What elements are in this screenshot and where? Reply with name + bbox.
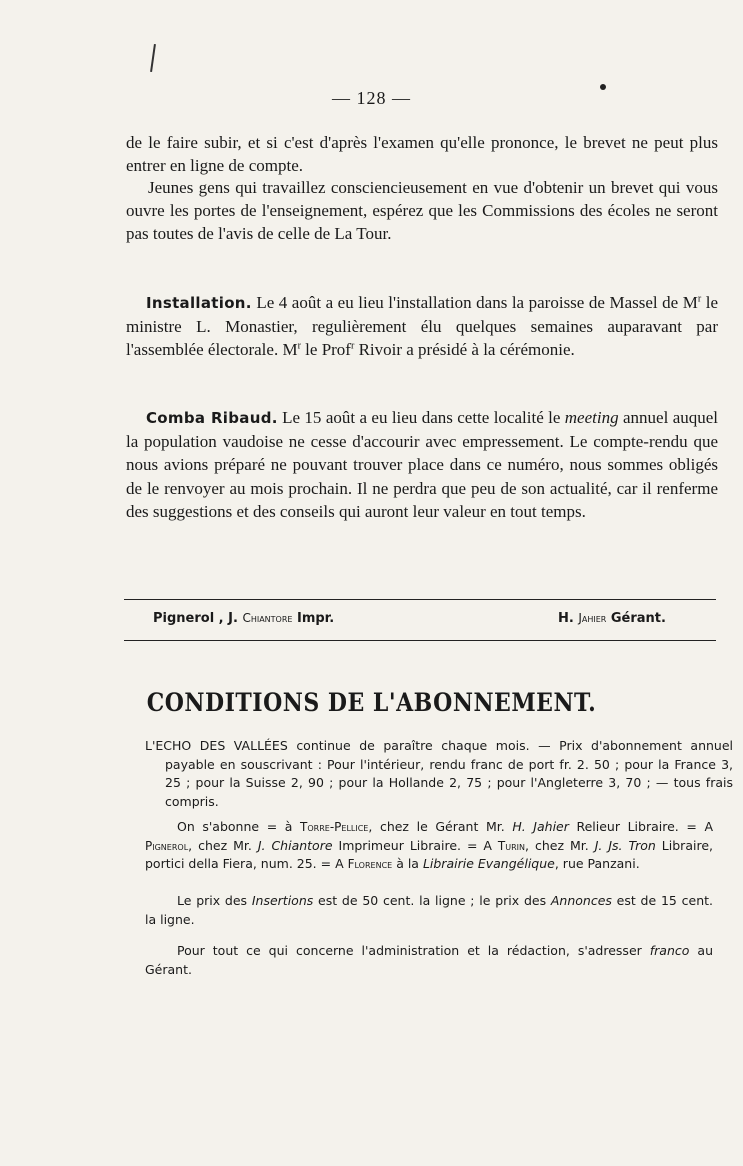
person-name: J. Js. Tron xyxy=(594,837,656,853)
term: Insertions xyxy=(251,893,314,908)
ink-dot xyxy=(600,84,606,90)
manager-imprint xyxy=(558,611,666,626)
conditions-title: CONDITIONS DE L'ABONNEMENT. xyxy=(146,688,597,718)
text: Relieur Libraire. = A xyxy=(568,819,713,834)
place-name: Torre-Pellice xyxy=(300,820,369,834)
text: Imprimeur Libraire. = A xyxy=(332,837,498,853)
comba-text: annuel auquel la population vaudoise ne cesse d'accourir avec empressement. Le compte-rendu que nous avions préparé ne pouvant trouver place dans ce numéro, nous sommes obligés de le renvoyer au mois prochain. Il ne perdra que peu de son actualité, car il renferme des suggestions et des conseils qui auront leur valeur en tout temps. xyxy=(126,408,719,521)
ink-mark xyxy=(150,44,156,72)
comba-heading: Comba Ribaud. xyxy=(146,409,278,427)
person-name: J. Chiantore xyxy=(257,837,333,853)
text: Libraire, portici della Fiera, num. 25. = A xyxy=(145,837,713,871)
paragraph-jeunes-gens: Jeunes gens qui travaillez consciencieusement en vue d'obtenir un brevet qui vous ouvre les portes de l'enseignement, espérez que les Commissions des écoles ne seront pas toutes de l'avis de celle de La Tour. xyxy=(126,178,718,244)
manager-title: Gérant. xyxy=(606,611,666,626)
text: au Gérant. xyxy=(145,943,713,977)
text: est de 50 cent. la ligne ; le prix des xyxy=(313,893,551,908)
paragraph-comba-ribaud xyxy=(126,406,718,523)
text: Pour tout ce qui concerne l'administration et la rédaction, s'adresser xyxy=(177,943,650,958)
page-number: — 128 — xyxy=(332,88,411,108)
installation-text: le Prof xyxy=(300,340,351,360)
place-name: Florence xyxy=(347,857,393,871)
installation-text: Le 4 août a eu lieu l'installation dans la paroisse de Massel de M xyxy=(251,293,698,312)
divider xyxy=(124,640,716,641)
sup: r xyxy=(297,340,301,352)
manager-name: Jahier xyxy=(578,611,607,625)
imprint-printer: Chiantore xyxy=(242,611,293,625)
meeting-word: meeting xyxy=(564,408,619,427)
text: à la xyxy=(392,856,423,871)
installation-heading: Installation. xyxy=(146,294,252,312)
term: Annonces xyxy=(550,893,612,908)
printer-imprint xyxy=(153,611,334,626)
installation-text: le ministre L. Monastier, regulièrement élu quelques semaines auparavant par l'assemblée électorale. M xyxy=(126,293,718,360)
text: , chez Mr. xyxy=(188,837,258,853)
sup: r xyxy=(697,293,702,305)
conditions-contact xyxy=(145,942,713,979)
imprint-city: Pignerol , J. xyxy=(153,611,243,626)
term: franco xyxy=(649,943,690,958)
text: , chez le Gérant Mr. xyxy=(368,819,513,834)
imprint-impr: Impr. xyxy=(292,611,335,626)
text: , chez Mr. xyxy=(525,837,595,853)
divider xyxy=(124,599,716,600)
person-name: H. Jahier xyxy=(512,819,569,834)
paragraph-installation xyxy=(126,291,718,362)
conditions-insertions xyxy=(145,892,713,929)
sup: r xyxy=(350,340,355,352)
place-name: Turin xyxy=(497,838,526,853)
paragraph-continuation: de le faire subir, et si c'est d'après l'examen qu'elle prononce, le brevet ne peut plus entrer en ligne de compte. xyxy=(126,133,718,176)
conditions-subscribe xyxy=(145,818,713,874)
shop-name: Librairie Evangélique xyxy=(422,856,555,871)
place-name: Pignerol xyxy=(145,838,189,853)
manager-initial: H. xyxy=(558,611,579,626)
text: On s'abonne = à xyxy=(177,819,301,834)
text: Le prix des xyxy=(177,893,252,908)
text: , rue Panzani. xyxy=(554,856,640,871)
text: est de 15 cent. la ligne. xyxy=(145,893,713,927)
conditions-prices: L'ECHO DES VALLÉES continue de paraître chaque mois. — Prix d'abonnement annuel payable en souscrivant : Pour l'intérieur, rendu franc de port fr. 2. 50 ; pour la France 3, 25 ; pour la Suisse 2, 90 ; pour la Hollande 2, 75 ; pour l'Angleterre 3, 70 ; — tous frais compris. xyxy=(145,738,733,809)
installation-text: Rivoir a présidé à la cérémonie. xyxy=(354,340,575,360)
comba-text: Le 15 août a eu lieu dans cette localité le xyxy=(277,408,565,427)
